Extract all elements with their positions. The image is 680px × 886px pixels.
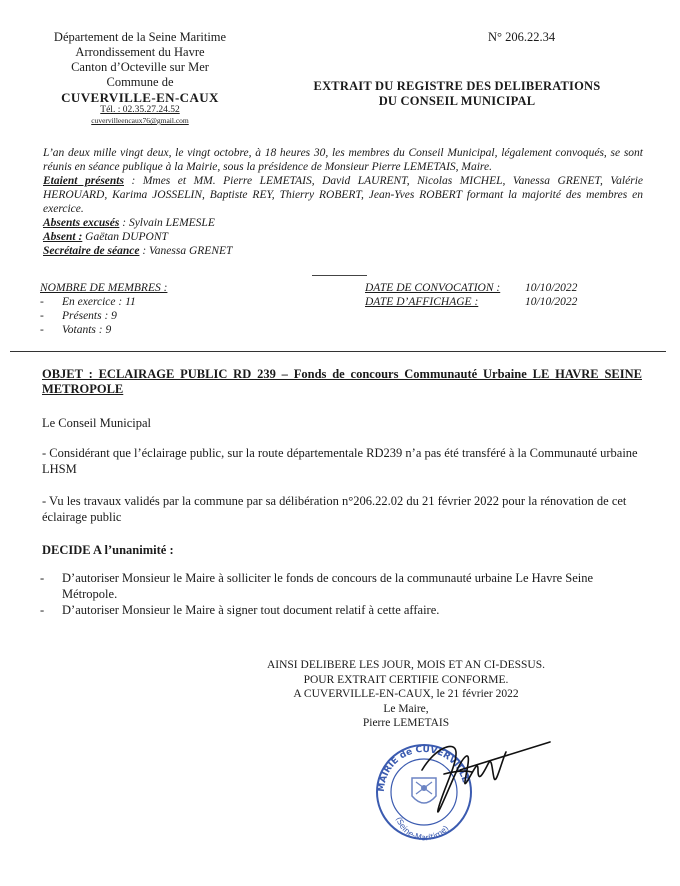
objet-heading: OBJET : ECLAIRAGE PUBLIC RD 239 – Fonds de concours Communauté Urbaine LE HAVRE SEINE METROPOLE (42, 367, 642, 396)
telephone: Tél. : 02.35.27.24.52 (100, 105, 180, 115)
presents-label: Etaient présents (43, 175, 124, 187)
session-dates (365, 281, 577, 309)
commune-de-line: Commune de (106, 75, 174, 89)
presents-paragraph (43, 174, 643, 216)
closing-line-2: POUR EXTRAIT CERTIFIE CONFORME. (303, 673, 509, 686)
affichage-value: 10/10/2022 (525, 296, 578, 308)
title-line-2: DU CONSEIL MUNICIPAL (378, 94, 536, 108)
title-line-1: EXTRAIT DU REGISTRE DES DELIBERATIONS (313, 79, 601, 93)
mayor-stamp-and-signature (360, 730, 560, 845)
closing-block (246, 658, 566, 731)
absent-label: Absent : (43, 231, 83, 243)
session-intro: L’an deux mille vingt deux, le vingt octobre, à 18 heures 30, les membres du Conseil Municipal, légalement convoqués, se sont réunis en séance publique à la Mairie, sous la présidence de Monsieur Pierre LEMETAIS, Maire. (43, 147, 643, 173)
closing-line-1: AINSI DELIBERE LES JOUR, MOIS ET AN CI-DESSUS. (266, 659, 546, 671)
absent-paragraph (43, 230, 643, 244)
convocation-date-row (365, 281, 577, 295)
count-item: - En exercice : 11 (40, 296, 136, 308)
conseil-line: Le Conseil Municipal (42, 416, 152, 430)
list-item: - D’autoriser Monsieur le Maire à solliciter le fonds de concours de la communauté urbaine Le Havre Seine Métropole. (40, 571, 594, 601)
short-divider (312, 275, 367, 276)
stamp-emblem (412, 778, 436, 803)
secretaire-name: : Vanessa GRENET (139, 245, 233, 257)
administrative-header (30, 30, 250, 126)
stamp-top-text: MAIRIE de CUVERVILLE (376, 744, 470, 793)
closing-line-5: Pierre LEMETAIS (362, 717, 450, 729)
session-preamble (43, 146, 643, 258)
document-title (292, 79, 622, 109)
stamp-bottom-text: (Seine-Maritime) (394, 815, 451, 843)
departement-line: Département de la Seine Maritime (53, 30, 227, 44)
member-counts (40, 281, 167, 337)
secretaire-label: Secrétaire de séance (43, 245, 140, 257)
official-stamp (377, 745, 471, 843)
absent-name: Gaëtan DUPONT (82, 231, 168, 243)
count-item: - Votants : 9 (40, 324, 112, 336)
affichage-date-row (365, 295, 577, 309)
decision-list (40, 570, 642, 618)
canton-line: Canton d’Octeville sur Mer (71, 60, 209, 74)
email-address: cuvervilleencaux76@gmail.com (91, 116, 189, 125)
commune-name: CUVERVILLE-EN-CAUX (61, 90, 219, 105)
affichage-label: DATE D’AFFICHAGE : (365, 296, 479, 308)
presents-list: : Mmes et MM. Pierre LEMETAIS, David LAURENT, Nicolas MICHEL, Vanessa GRENET, Valérie HEROUARD, Karima JOSSELIN, Baptiste REY, Thierry ROBERT, Jean-Yves ROBERT formant la majorité des membres en exercice. (43, 175, 643, 215)
vu-paragraph: - Vu les travaux validés par la commune par sa délibération n°206.22.02 du 21 février 2022 pour la rénovation de cet éclairage public (42, 494, 627, 524)
arrondissement-line: Arrondissement du Havre (75, 45, 205, 59)
secretaire-paragraph (43, 244, 643, 258)
considerant-paragraph: - Considérant que l’éclairage public, sur la route départementale RD239 n’a pas été transféré à la Communauté urbaine LHSM (42, 446, 638, 476)
excuses-label: Absents excusés (43, 217, 120, 229)
convocation-value: 10/10/2022 (525, 282, 578, 294)
closing-line-4: Le Maire, (383, 702, 429, 715)
decision-heading: DECIDE A l’unanimité : (42, 543, 174, 557)
closing-line-3: A CUVERVILLE-EN-CAUX, le 21 février 2022 (293, 688, 519, 700)
section-divider (10, 351, 666, 352)
excuses-list: : Sylvain LEMESLE (119, 217, 215, 229)
convocation-label: DATE DE CONVOCATION : (365, 282, 501, 294)
excuses-paragraph (43, 216, 643, 230)
counts-title: NOMBRE DE MEMBRES : (40, 282, 168, 294)
count-item: - Présents : 9 (40, 310, 117, 322)
list-item: - D’autoriser Monsieur le Maire à signer tout document relatif à cette affaire. (40, 603, 440, 617)
deliberation-number: N° 206.22.34 (488, 30, 556, 44)
